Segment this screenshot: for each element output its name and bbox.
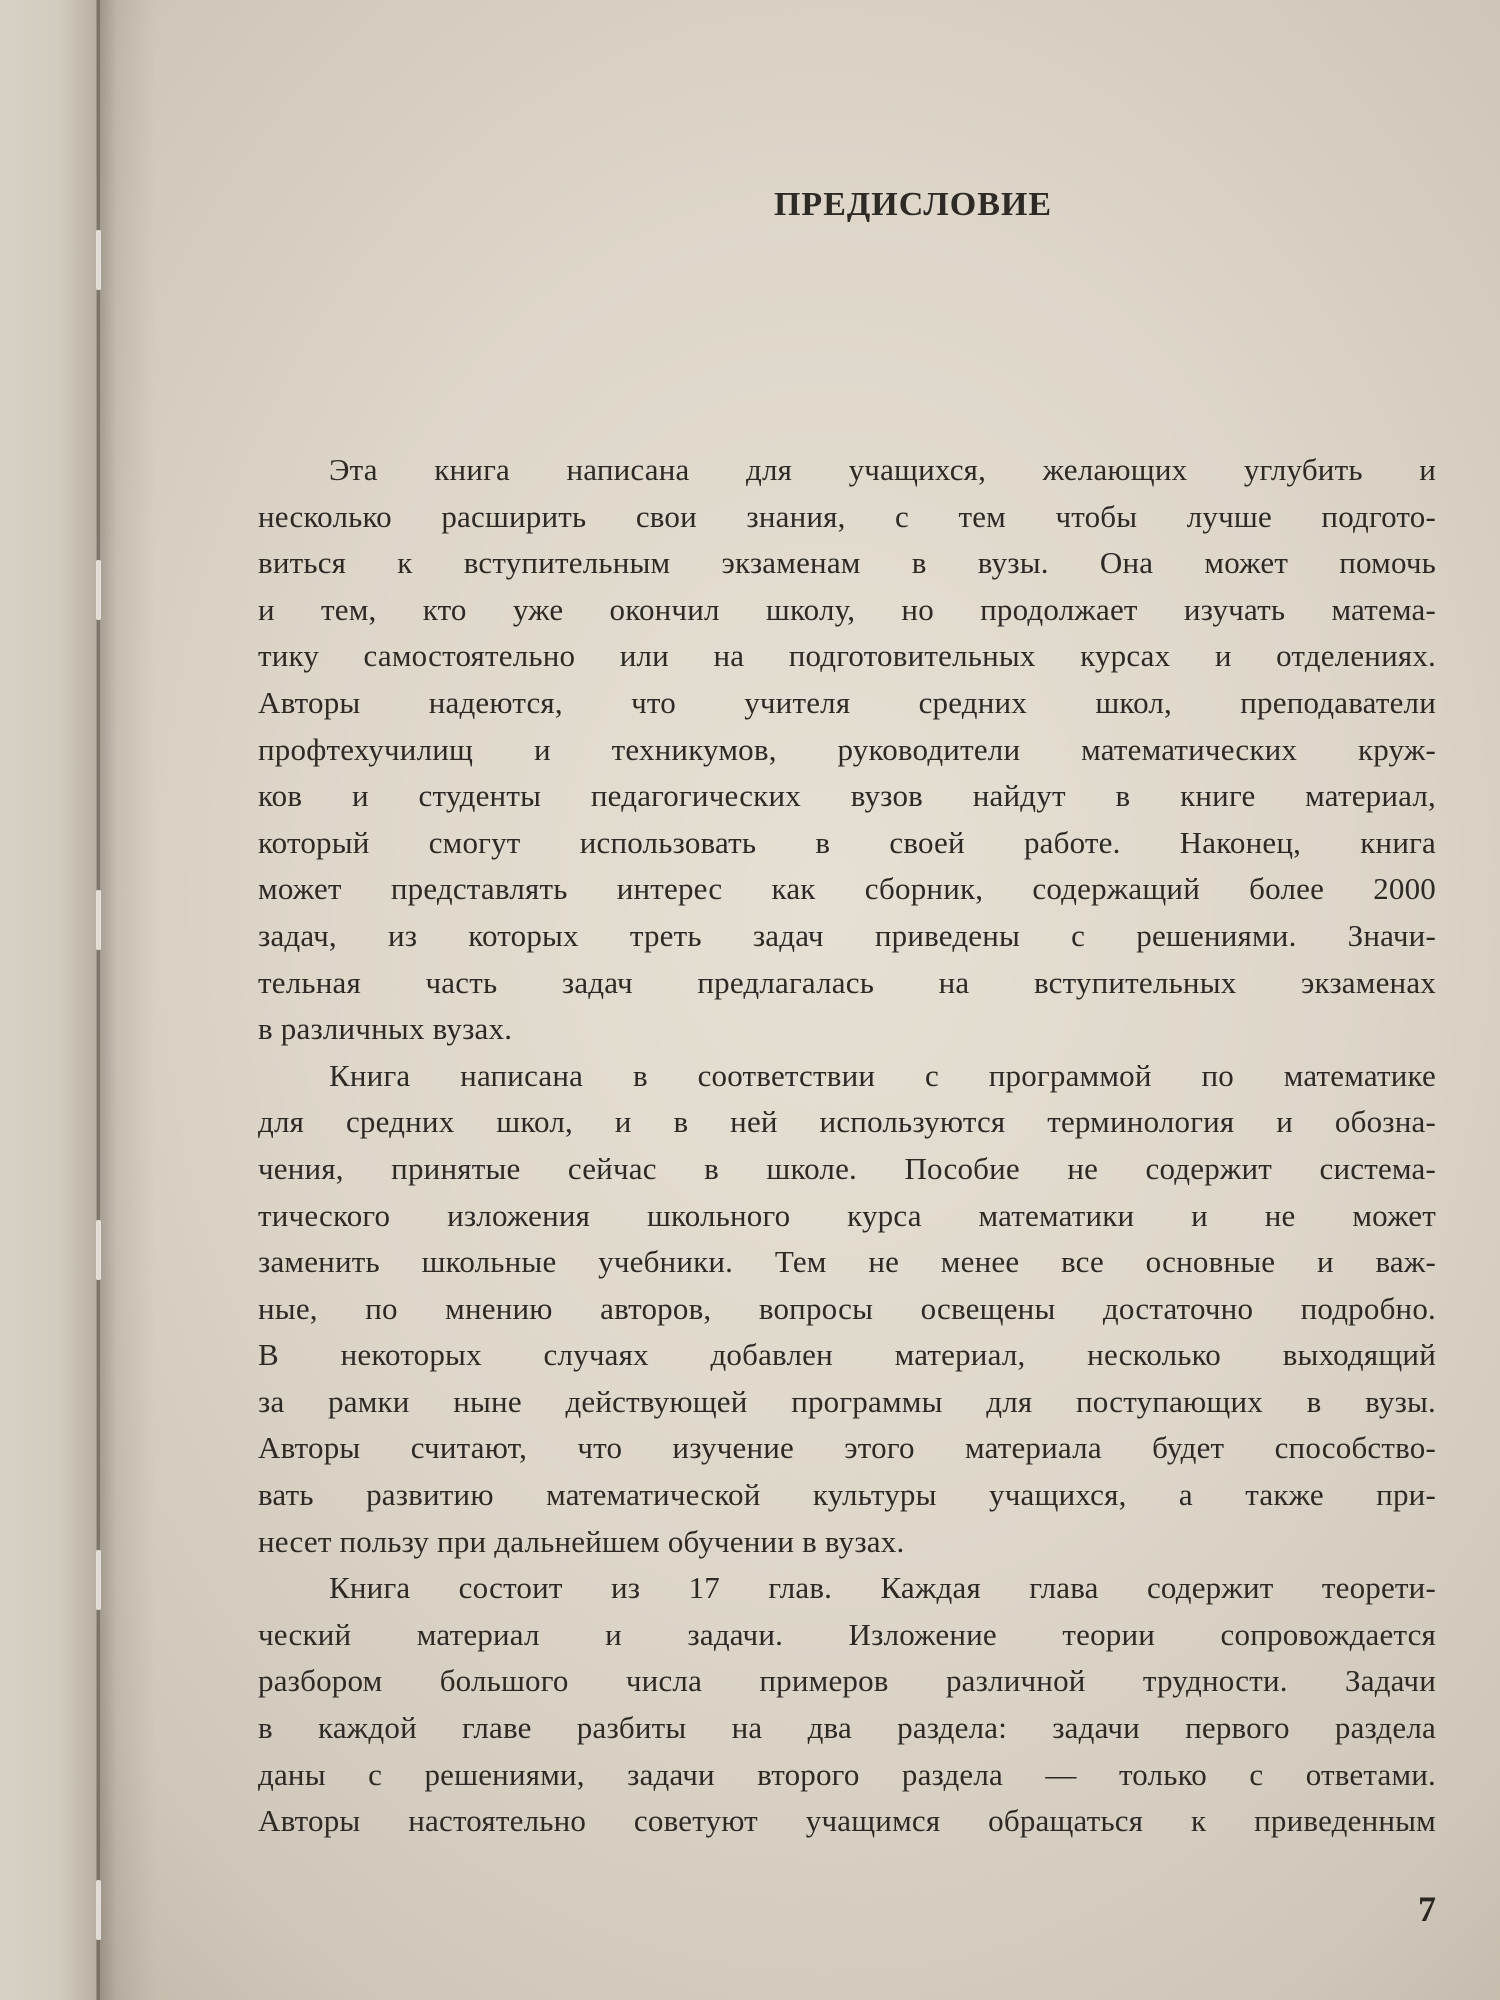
- text-line: в каждой главе разбиты на два раздела: задачи первого раздела: [258, 1710, 1436, 1746]
- text-line: Эта книга написана для учащихся, желающих углубить и: [329, 452, 1436, 487]
- page-title: ПРЕДИСЛОВИЕ: [773, 186, 1053, 223]
- text-line: Книга состоит из 17 глав. Каждая глава содержит теорети-: [329, 1570, 1436, 1606]
- text-line: задач, из которых треть задач приведены с решениями. Значи-: [258, 917, 1436, 953]
- text-line: Авторы считают, что изучение этого материала будет способство-: [258, 1430, 1436, 1466]
- text-line: и тем, кто уже окончил школу, но продолжает изучать матема-: [258, 591, 1436, 627]
- text-line: Авторы надеются, что учителя средних школ, преподаватели: [258, 684, 1436, 720]
- text-line: ческий материал и задачи. Изложение теории сопровождается: [258, 1616, 1436, 1652]
- text-line: вать развитию математической культуры учащихся, а также при-: [258, 1477, 1436, 1513]
- text-line: за рамки ныне действующей программы для поступающих в вузы.: [258, 1383, 1436, 1419]
- text-line: профтехучилищ и техникумов, руководители математических круж-: [258, 731, 1436, 767]
- text-line: ков и студенты педагогических вузов найдут в книге материал,: [258, 778, 1436, 814]
- binding-stitch: [96, 1220, 101, 1280]
- text-line: тельная часть задач предлагалась на вступительных экзаменах: [258, 964, 1436, 1000]
- text-line: который смогут использовать в своей работе. Наконец, книга: [258, 824, 1436, 860]
- text-line: чения, принятые сейчас в школе. Пособие не содержит система-: [258, 1150, 1436, 1186]
- binding-stitch: [96, 230, 101, 290]
- text-line: даны с решениями, задачи второго раздела — только с ответами.: [258, 1756, 1436, 1792]
- binding-stitch: [96, 1880, 101, 1940]
- text-line: тического изложения школьного курса математики и не может: [258, 1197, 1436, 1233]
- text-line: для средних школ, и в ней используются терминология и обозна-: [258, 1104, 1436, 1140]
- text-line: В некоторых случаях добавлен материал, несколько выходящий: [258, 1337, 1436, 1373]
- text-line: заменить школьные учебники. Тем не менее все основные и важ-: [258, 1244, 1436, 1280]
- text-line: в различных вузах.: [258, 1011, 513, 1047]
- binding-stitch: [96, 890, 101, 950]
- facing-page-edge: [0, 0, 96, 2000]
- text-line: может представлять интерес как сборник, содержащий более 2000: [258, 871, 1436, 907]
- text-line: Авторы настоятельно советуют учащимся обращаться к приведенным: [258, 1803, 1436, 1839]
- text-line: Книга написана в соответствии с программой по математике: [329, 1057, 1436, 1093]
- text-line: виться к вступительным экзаменам в вузы. Она может помочь: [258, 545, 1436, 581]
- page-number: 7: [1418, 1889, 1436, 1929]
- text-line: несет пользу при дальнейшем обучении в вузах.: [258, 1523, 905, 1559]
- binding-stitch: [96, 560, 101, 620]
- body-text: [258, 447, 1436, 1845]
- book-spine: [97, 0, 100, 2000]
- text-line: несколько расширить свои знания, с тем чтобы лучше подгото-: [258, 498, 1436, 534]
- text-line: ные, по мнению авторов, вопросы освещены достаточно подробно.: [258, 1290, 1436, 1326]
- binding-stitch: [96, 1550, 101, 1610]
- spine-shadow: [96, 0, 156, 2000]
- text-line: разбором большого числа примеров различной трудности. Задачи: [258, 1663, 1436, 1699]
- text-line: тику самостоятельно или на подготовительных курсах и отделениях.: [258, 638, 1436, 674]
